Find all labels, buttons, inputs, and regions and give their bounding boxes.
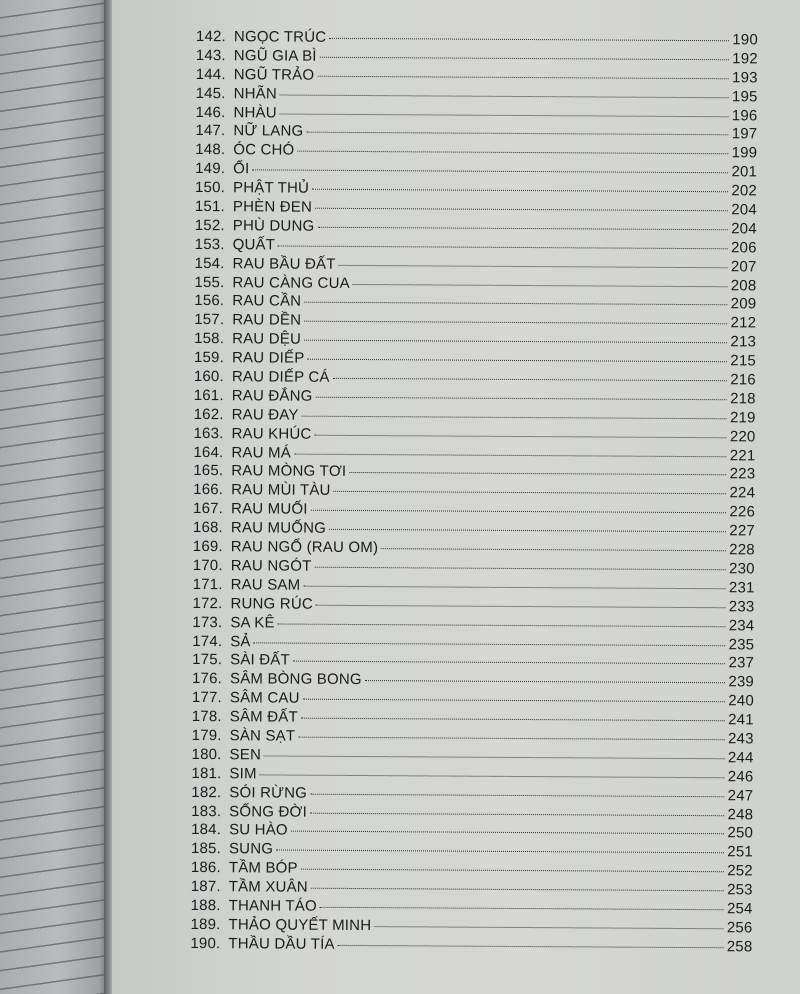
entry-number: 152. xyxy=(194,216,225,235)
entry-number: 155. xyxy=(194,273,225,291)
dot-leader xyxy=(320,906,724,910)
entry-title: TẦM XUÂN xyxy=(228,878,308,896)
entry-title: RAU DỀN xyxy=(232,311,302,330)
entry-title: NGỌC TRÚC xyxy=(233,28,327,46)
entry-page-number: 220 xyxy=(729,427,756,446)
entry-page-number: 228 xyxy=(729,541,755,559)
toc-entry xyxy=(195,217,757,239)
entry-title: RAU SAM xyxy=(230,576,301,594)
entry-title: RAU NGỔ (RAU OM) xyxy=(230,538,379,557)
entry-title: SUNG xyxy=(228,840,274,858)
entry-number: 188. xyxy=(190,896,221,915)
entry-page-number: 258 xyxy=(726,938,753,956)
entry-page-number: 231 xyxy=(728,579,755,597)
entry-title: SÀN SẠT xyxy=(229,727,296,745)
entry-number: 151. xyxy=(194,198,225,216)
entry-page-number: 253 xyxy=(727,881,753,899)
entry-page-number: 246 xyxy=(727,767,754,786)
entry-page-number: 226 xyxy=(729,503,756,521)
entry-title: SÂM ĐẤT xyxy=(229,708,298,726)
dot-leader xyxy=(316,603,726,608)
entry-number: 169. xyxy=(192,538,223,556)
entry-page-number: 195 xyxy=(731,87,758,106)
entry-title: SÂM CAU xyxy=(229,689,300,707)
entry-page-number: 247 xyxy=(727,786,754,805)
entry-page-number: 227 xyxy=(729,522,755,540)
entry-title: ỔI xyxy=(233,160,250,178)
entry-number: 144. xyxy=(195,65,226,83)
entry-number: 157. xyxy=(194,311,225,329)
dot-leader xyxy=(314,433,726,438)
entry-page-number: 233 xyxy=(728,597,755,616)
entry-number: 178. xyxy=(191,708,222,726)
entry-number: 148. xyxy=(195,141,226,159)
entry-title: RAU MÙI TÀU xyxy=(231,481,331,500)
entry-number: 160. xyxy=(193,368,224,386)
entry-number: 181. xyxy=(191,764,222,782)
entry-title: SÓI RỪNG xyxy=(229,783,308,802)
toc-entry xyxy=(196,66,758,88)
dot-leader xyxy=(254,641,726,646)
entry-number: 154. xyxy=(194,254,225,272)
entry-title: THẦU DẦU TÍA xyxy=(228,934,335,953)
entry-title: RAU MUỐNG xyxy=(230,519,327,537)
toc-entry xyxy=(191,821,753,843)
dot-leader xyxy=(329,528,726,532)
entry-number: 165. xyxy=(193,462,224,480)
entry-page-number: 202 xyxy=(731,182,758,200)
entry-number: 142. xyxy=(195,28,226,46)
dot-leader xyxy=(349,471,726,475)
dot-leader xyxy=(311,509,727,514)
entry-number: 176. xyxy=(191,670,223,688)
entry-title: PHẬT THỦ xyxy=(232,179,310,197)
entry-number: 170. xyxy=(192,556,223,575)
dot-leader xyxy=(276,849,724,854)
toc-entry xyxy=(190,935,752,957)
entry-page-number: 221 xyxy=(729,446,756,465)
entry-page-number: 256 xyxy=(726,919,753,937)
dot-leader xyxy=(333,377,728,381)
table-of-contents xyxy=(190,28,758,957)
entry-page-number: 235 xyxy=(728,635,755,653)
entry-title: TẦM BÓP xyxy=(228,859,298,877)
dot-leader xyxy=(317,75,729,80)
dot-leader xyxy=(280,112,729,117)
entry-number: 149. xyxy=(195,160,226,178)
dot-leader xyxy=(304,339,727,344)
dot-leader xyxy=(306,131,728,136)
entry-number: 171. xyxy=(192,575,223,594)
entry-title: RAU BẦU ĐẤT xyxy=(232,254,336,273)
entry-title: RAU DIẾP CÁ xyxy=(231,368,330,386)
entry-page-number: 213 xyxy=(730,333,757,351)
entry-page-number: 207 xyxy=(730,257,757,276)
entry-title: RAU KHÚC xyxy=(231,424,312,443)
entry-title: SU HÀO xyxy=(229,821,288,839)
dot-leader xyxy=(310,811,725,816)
entry-title: RAU MÒNG TƠI xyxy=(231,462,347,481)
entry-title: SỐNG ĐỜI xyxy=(229,802,308,821)
dot-leader xyxy=(310,792,725,797)
entry-page-number: 244 xyxy=(727,749,754,767)
dot-leader xyxy=(278,244,728,249)
dot-leader xyxy=(304,320,727,325)
entry-number: 168. xyxy=(192,519,223,537)
dot-leader xyxy=(315,207,728,212)
entry-page-number: 230 xyxy=(729,560,755,578)
dot-leader xyxy=(339,264,728,268)
entry-number: 185. xyxy=(190,840,222,858)
toc-entry xyxy=(192,595,754,617)
dot-leader xyxy=(303,584,726,589)
entry-number: 175. xyxy=(192,651,223,669)
entry-page-number: 216 xyxy=(730,371,756,389)
entry-number: 190. xyxy=(190,934,221,952)
entry-number: 189. xyxy=(190,915,221,934)
entry-page-number: 239 xyxy=(728,673,755,691)
entry-page-number: 204 xyxy=(731,220,757,238)
entry-page-number: 206 xyxy=(730,239,757,257)
entry-title: NGŨ TRẢO xyxy=(233,66,315,84)
toc-entry xyxy=(195,141,757,163)
entry-page-number: 240 xyxy=(728,692,754,710)
entry-title: SA KÊ xyxy=(230,613,275,632)
entry-page-number: 190 xyxy=(732,31,758,49)
entry-number: 173. xyxy=(192,613,223,631)
dot-leader xyxy=(264,754,725,759)
entry-page-number: 223 xyxy=(729,465,756,483)
entry-page-number: 199 xyxy=(731,144,758,162)
dot-leader xyxy=(297,150,728,155)
entry-title: RAU CẦN xyxy=(232,292,302,311)
dot-leader xyxy=(314,566,726,571)
entry-number: 182. xyxy=(191,783,222,801)
left-page-edge xyxy=(0,0,108,994)
dot-leader xyxy=(312,188,728,193)
entry-title: THẢO QUYẾT MINH xyxy=(228,916,372,934)
dot-leader xyxy=(298,736,725,741)
entry-page-number: 212 xyxy=(730,314,757,332)
entry-title: PHÈN ĐEN xyxy=(232,198,313,216)
entry-page-number: 251 xyxy=(727,843,754,861)
entry-number: 187. xyxy=(190,878,221,896)
dot-leader xyxy=(301,717,725,722)
entry-number: 186. xyxy=(190,859,221,877)
entry-title: NHÃN xyxy=(233,84,277,103)
entry-title: SEN xyxy=(229,746,262,764)
dot-leader xyxy=(317,226,728,231)
entry-number: 159. xyxy=(193,349,225,367)
entry-number: 172. xyxy=(192,594,223,612)
entry-page-number: 252 xyxy=(727,862,753,880)
dot-leader xyxy=(280,93,729,98)
entry-number: 143. xyxy=(195,46,226,65)
entry-page-number: 196 xyxy=(731,106,758,124)
entry-page-number: 237 xyxy=(728,654,755,672)
dot-leader xyxy=(374,925,724,929)
entry-page-number: 248 xyxy=(727,805,754,823)
entry-page-number: 215 xyxy=(730,352,757,370)
entry-page-number: 219 xyxy=(729,409,756,427)
dot-leader xyxy=(252,169,728,174)
entry-number: 179. xyxy=(191,726,222,745)
entry-title: RUNG RÚC xyxy=(230,594,313,613)
entry-page-number: 193 xyxy=(732,69,758,87)
entry-page-number: 192 xyxy=(732,50,758,68)
entry-number: 183. xyxy=(191,802,222,820)
entry-title: ÓC CHÓ xyxy=(233,141,295,159)
dot-leader xyxy=(353,283,728,287)
entry-number: 174. xyxy=(192,632,223,650)
entry-number: 162. xyxy=(193,405,224,423)
entry-title: RAU MUỐI xyxy=(231,500,308,518)
entry-number: 167. xyxy=(193,500,224,518)
entry-number: 164. xyxy=(193,443,224,461)
dot-leader xyxy=(291,830,725,835)
entry-number: 180. xyxy=(191,745,222,764)
dot-leader xyxy=(303,698,726,703)
dot-leader xyxy=(294,452,727,457)
entry-title: RAU DIẾP xyxy=(231,349,305,367)
entry-title: RAU MÁ xyxy=(231,443,292,462)
entry-page-number: 243 xyxy=(727,730,754,748)
entry-page-number: 218 xyxy=(730,390,756,408)
dot-leader xyxy=(260,773,725,778)
dot-leader xyxy=(311,887,724,892)
entry-number: 177. xyxy=(191,689,222,707)
entry-title: SÂM BÒNG BONG xyxy=(229,670,362,689)
entry-title: NHÀU xyxy=(233,103,277,122)
entry-number: 150. xyxy=(194,179,226,197)
entry-title: PHÙ DUNG xyxy=(232,217,315,235)
dot-leader xyxy=(381,547,726,551)
entry-page-number: 234 xyxy=(728,616,755,635)
entry-page-number: 254 xyxy=(726,900,753,918)
dot-leader xyxy=(320,56,730,61)
dot-leader xyxy=(307,358,727,363)
entry-title: QUẤT xyxy=(232,236,276,254)
toc-entry xyxy=(192,727,754,749)
entry-title: RAU ĐẮNG xyxy=(231,387,313,405)
entry-title: RAU CÀNG CUA xyxy=(232,273,350,292)
entry-page-number: 250 xyxy=(727,824,754,842)
entry-number: 146. xyxy=(195,103,226,121)
entry-number: 184. xyxy=(191,821,222,839)
entry-title: RAU NGÓT xyxy=(230,557,312,575)
entry-number: 153. xyxy=(194,235,225,253)
entry-page-number: 201 xyxy=(731,163,758,181)
entry-title: SẢ xyxy=(230,632,251,650)
dot-leader xyxy=(293,660,726,665)
entry-number: 163. xyxy=(193,424,224,442)
entry-page-number: 241 xyxy=(728,711,754,729)
dot-leader xyxy=(304,301,727,306)
entry-title: NGŨ GIA BÌ xyxy=(233,47,317,65)
dot-leader xyxy=(365,679,726,683)
entry-page-number: 208 xyxy=(730,276,757,295)
dot-leader xyxy=(334,490,727,494)
dot-leader xyxy=(278,622,726,627)
dot-leader xyxy=(329,37,729,41)
dot-leader xyxy=(301,868,724,873)
entry-number: 147. xyxy=(195,122,226,140)
entry-title: RAU DỆU xyxy=(232,330,302,348)
entry-title: THANH TÁO xyxy=(228,897,317,915)
entry-page-number: 197 xyxy=(731,125,758,143)
entry-page-number: 224 xyxy=(729,484,756,502)
entry-title: RAU ĐAY xyxy=(231,406,299,424)
dot-leader xyxy=(302,414,727,419)
entry-number: 158. xyxy=(194,330,225,348)
entry-page-number: 204 xyxy=(731,201,757,219)
entry-number: 145. xyxy=(195,84,226,102)
entry-number: 166. xyxy=(193,481,224,499)
dot-leader xyxy=(316,396,728,401)
entry-title: SÀI ĐẤT xyxy=(230,651,290,669)
entry-title: NỮ LANG xyxy=(233,122,304,141)
entry-page-number: 209 xyxy=(730,295,757,313)
left-page-text-lines xyxy=(0,0,108,994)
dot-leader xyxy=(338,944,724,948)
entry-title: SIM xyxy=(229,764,257,783)
entry-number: 161. xyxy=(193,386,224,405)
entry-number: 156. xyxy=(194,292,225,310)
